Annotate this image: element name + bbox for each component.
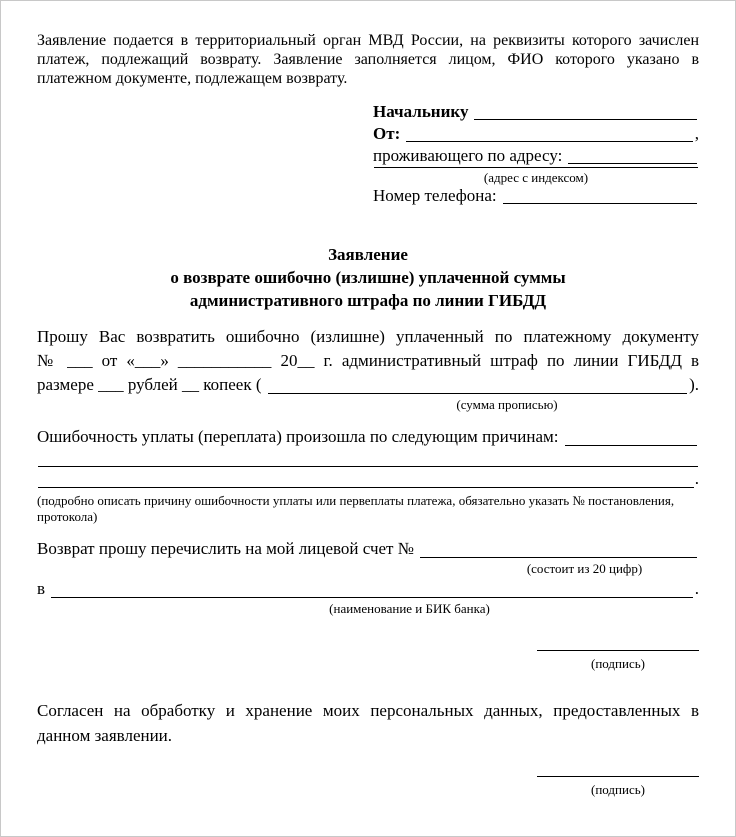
addressee-block [373, 101, 699, 207]
addressee-from-row [373, 123, 699, 145]
signature-caption-1: (подпись) [591, 656, 645, 671]
refund-bank-row [37, 577, 699, 601]
reason-lead-row [37, 425, 699, 449]
addressee-to-label: Начальнику [373, 102, 469, 121]
addressee-to-blank-field [474, 119, 697, 120]
sum-in-words-blank-field [268, 393, 688, 394]
account-number-blank-field [420, 557, 697, 558]
signature-line-2 [537, 776, 699, 777]
addressee-from-suffix: , [694, 124, 699, 143]
refund-account-row [37, 537, 699, 561]
request-paragraph [37, 325, 699, 413]
addressee-from-blank-field [406, 141, 693, 142]
addressee-phone-row [373, 185, 699, 207]
addressee-address-blank-field [568, 163, 697, 164]
intro-note: Заявление подается в территориальный орган МВД России, на реквизиты которого зачислен платеж, подлежащий возврату. Заявление заполняется лицом, ФИО которого указано в платежном документе, подлежащем возврату. [37, 32, 699, 87]
address-caption: (адрес с индексом) [483, 170, 589, 185]
document-title [37, 243, 699, 312]
bank-name-blank-field [51, 597, 693, 598]
reason-caption-line-1: (подробно описать причину ошибочности уплаты или первеплаты платежа, обязательно указать № постановления, [37, 493, 675, 508]
reason-blank-suffix: . [694, 469, 699, 488]
reason-caption [37, 493, 699, 525]
addressee-address-row [373, 145, 699, 167]
request-line-2: № ___ от «___» ___________ 20__ г. административный штраф по линии ГИБДД в [37, 351, 699, 370]
account-caption: (состоит из 20 цифр) [526, 561, 643, 576]
addressee-phone-blank-field [503, 203, 697, 204]
title-line-1: Заявление [328, 245, 408, 264]
sum-caption: (сумма прописью) [456, 397, 558, 412]
consent-paragraph: Согласен на обработку и хранение моих персональных данных, предоставленных в данном заявлении. [37, 701, 699, 745]
refund-bank-suffix: . [694, 579, 699, 598]
signature-caption-2: (подпись) [591, 782, 645, 797]
signature-block-1 [537, 650, 699, 672]
bank-caption: (наименование и БИК банка) [329, 601, 490, 616]
reason-blank-field-3 [38, 487, 694, 488]
title-line-2: о возврате ошибочно (излишне) уплаченной суммы [170, 268, 566, 287]
reason-blank-row-2 [37, 470, 699, 491]
request-sum-suffix: ). [689, 375, 699, 394]
refund-account-label: Возврат прошу перечислить на мой лицевой счет № [37, 539, 414, 558]
refund-paragraph [37, 537, 699, 617]
addressee-to-row [373, 101, 699, 123]
reason-blank-field-2 [38, 466, 698, 467]
reason-paragraph [37, 425, 699, 525]
refund-bank-prefix: в [37, 579, 46, 598]
reason-blank-field-1 [565, 445, 697, 446]
addressee-phone-label: Номер телефона: [373, 186, 497, 205]
signature-block-2 [537, 776, 699, 798]
addressee-address-blank-field-2 [374, 167, 698, 168]
signature-line-1 [537, 650, 699, 651]
request-line-1: Прошу Вас возвратить ошибочно (излишне) уплаченный по платежному документу [37, 327, 699, 346]
request-sum-row [37, 373, 699, 397]
reason-blank-row-1 [37, 449, 699, 470]
reason-caption-line-2: протокола) [37, 509, 98, 524]
request-sum-prefix: размере ___ рублей __ копеек ( [37, 375, 262, 394]
addressee-from-label: От: [373, 124, 401, 143]
title-line-3: административного штрафа по линии ГИБДД [189, 291, 547, 310]
reason-lead-label: Ошибочность уплаты (переплата) произошла по следующим причинам: [37, 427, 559, 446]
addressee-address-label: проживающего по адресу: [373, 146, 563, 165]
